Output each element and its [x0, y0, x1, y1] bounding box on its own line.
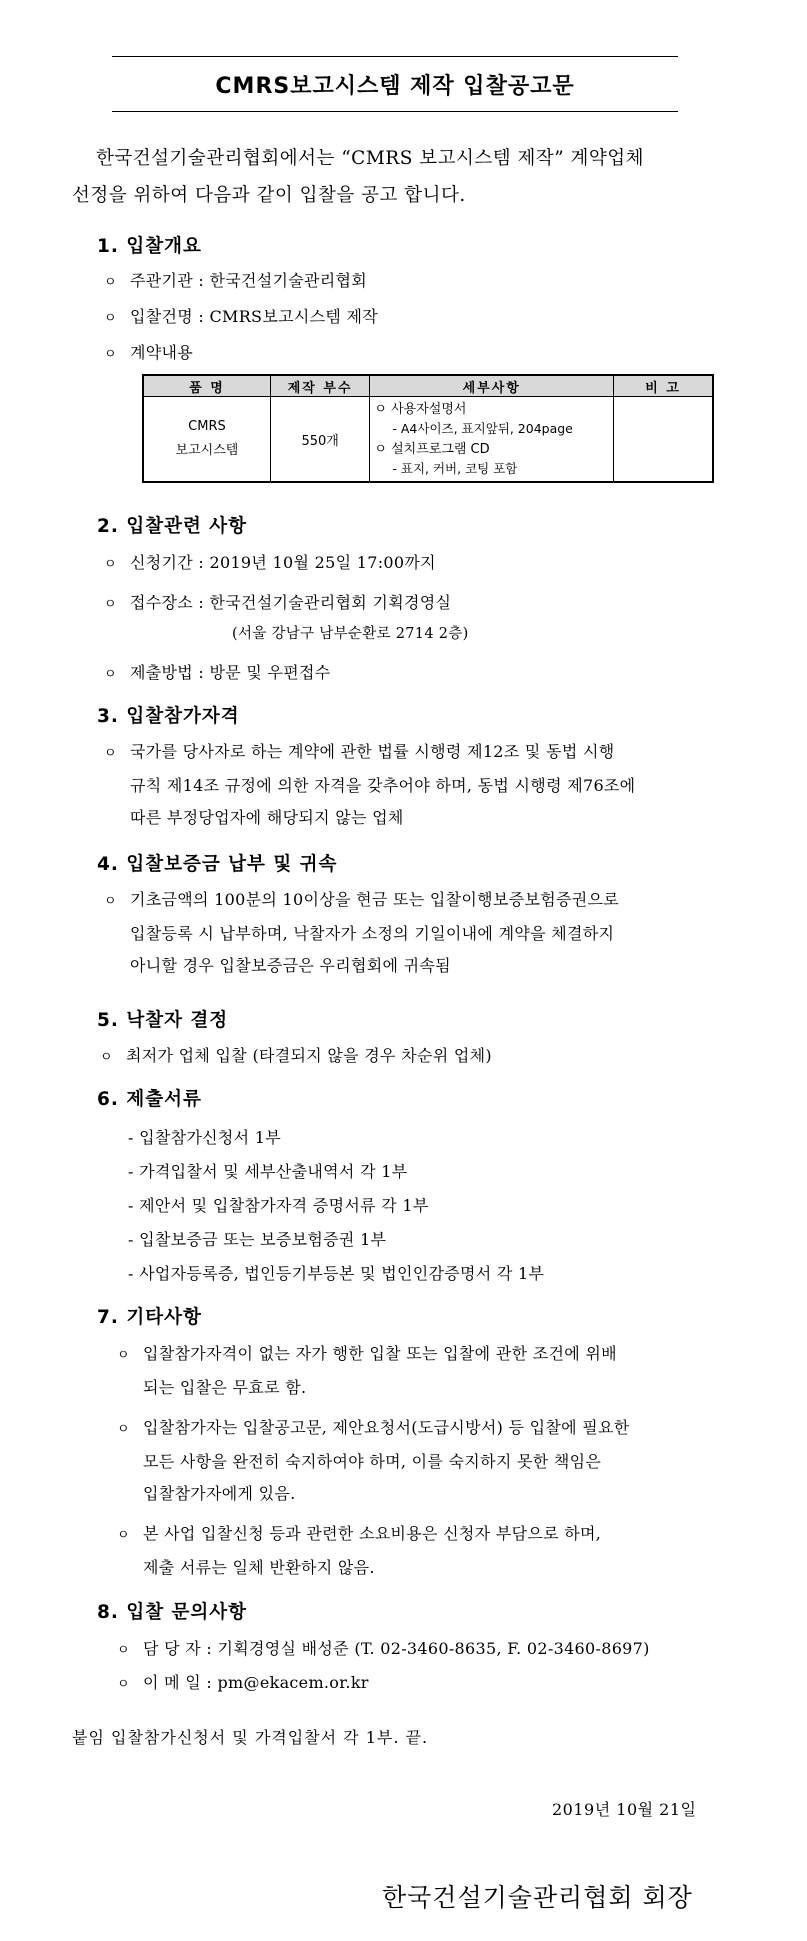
section-2-heading: 2. 입찰관련 사항	[97, 516, 248, 537]
s6-item-3: - 제안서 및 입찰참가자격 증명서류 각 1부	[128, 1196, 429, 1215]
contract-table	[142, 374, 714, 483]
document-date: 2019년 10월 21일	[552, 1800, 697, 1819]
cell-note	[614, 397, 713, 483]
header-detail: 세부사항	[370, 375, 614, 397]
bullet-icon: ㅇ	[100, 1050, 113, 1065]
attachment-note: 붙임 입찰참가신청서 및 가격입찰서 각 1부. 끝.	[72, 1728, 429, 1747]
s7-paragraph-1: ㅇ 입찰참가자격이 없는 자가 행한 입찰 또는 입찰에 관한 조건에 위배 되는 입찰은 무효로 함.	[117, 1338, 717, 1404]
s6-item-5: - 사업자등록증, 법인등기부등본 및 법인인감증명서 각 1부	[128, 1264, 545, 1283]
intro-paragraph	[72, 140, 722, 214]
s2-item-place: ㅇ 접수장소 : 한국건설기술관리협회 기획경영실	[104, 593, 452, 612]
section-8-heading: 8. 입찰 문의사항	[97, 1602, 248, 1623]
intro-line-1: 한국건설기술관리협회에서는 “CMRS 보고시스템 제작” 계약업체	[96, 148, 645, 169]
s4-paragraph: ㅇ 기초금액의 100분의 10이상을 현금 또는 입찰이행보증보험증권으로 입찰등록 시 납부하며, 낙찰자가 소정의 기일이내에 계약을 체결하지 아니할 경우 입찰보증금은 우리협회에 귀속됨	[104, 884, 724, 982]
s8-email: ㅇ 이 메 일 : pm@ekacem.or.kr	[117, 1673, 369, 1692]
s5-item: ㅇ 최저가 업체 입찰 (타결되지 않을 경우 차순위 업체)	[100, 1046, 492, 1065]
table-row	[143, 397, 713, 483]
s6-item-2: - 가격입찰서 및 세부산출내역서 각 1부	[128, 1162, 408, 1181]
bullet-icon: ㅇ	[104, 557, 117, 572]
s1-item-organizer: ㅇ 주관기관 : 한국건설기술관리협회	[104, 271, 368, 290]
s7-paragraph-3: ㅇ 본 사업 입찰신청 등과 관련한 소요비용은 신청자 부담으로 하며, 제출 서류는 일체 반환하지 않음.	[117, 1518, 717, 1584]
bullet-icon: ㅇ	[117, 1348, 130, 1363]
s6-item-4: - 입찰보증금 또는 보증보험증권 1부	[128, 1230, 387, 1249]
s2-item-period: ㅇ 신청기간 : 2019년 10월 25일 17:00까지	[104, 553, 436, 572]
cell-item-name: CMRS 보고시스템	[143, 397, 270, 483]
s7-paragraph-2: ㅇ 입찰참가자는 입찰공고문, 제안요청서(도급시방서) 등 입찰에 필요한 모든 사항을 완전히 숙지하여야 하며, 이를 숙지하지 못한 책임은 입찰참가자에게 있음.	[117, 1412, 717, 1510]
s3-paragraph: ㅇ 국가를 당사자로 하는 계약에 관한 법률 시행령 제12조 및 동법 시행 규칙 제14조 규정에 의한 자격을 갖추어야 하며, 동법 시행령 제76조에 따른 부정당업자에 해당되지 않는 업체	[104, 736, 724, 834]
bullet-icon: ㅇ	[104, 275, 117, 290]
bullet-icon: ㅇ	[104, 311, 117, 326]
header-count: 제작 부수	[270, 375, 370, 397]
bullet-icon: ㅇ	[117, 1528, 130, 1543]
s2-item-method: ㅇ 제출방법 : 방문 및 우편접수	[104, 663, 331, 682]
section-3-heading: 3. 입찰참가자격	[97, 706, 240, 727]
section-1-heading: 1. 입찰개요	[97, 236, 202, 257]
s8-contact: ㅇ 담 당 자 : 기획경영실 배성준 (T. 02-3460-8635, F. 02-3460-8697)	[117, 1639, 650, 1658]
bullet-icon: ㅇ	[104, 667, 117, 682]
bullet-icon: ㅇ	[104, 597, 117, 612]
intro-line-2: 선정을 위하여 다음과 같이 입찰을 공고 합니다.	[72, 185, 466, 206]
section-6-heading: 6. 제출서류	[97, 1089, 202, 1110]
bullet-icon: ㅇ	[104, 347, 117, 362]
table-header-row	[143, 375, 713, 397]
cell-count: 550개	[270, 397, 370, 483]
bullet-icon: ㅇ	[117, 1422, 130, 1437]
s6-item-1: - 입찰참가신청서 1부	[128, 1128, 282, 1147]
page-title: CMRS보고시스템 제작 입찰공고문	[215, 73, 575, 99]
bullet-icon: ㅇ	[104, 894, 117, 909]
bullet-icon: ㅇ	[104, 746, 117, 761]
s1-item-contract: ㅇ 계약내용	[104, 343, 194, 362]
bullet-icon: ㅇ	[117, 1643, 130, 1658]
section-7-heading: 7. 기타사항	[97, 1307, 202, 1328]
title-box	[112, 56, 678, 112]
cell-detail: ㅇ 사용자설명서 - A4사이즈, 표지앞뒤, 204page ㅇ 설치프로그램 CD - 표지, 커버, 코팅 포함	[370, 397, 614, 483]
header-note: 비 고	[614, 375, 713, 397]
signature-line: 한국건설기술관리협회 회장	[382, 1883, 693, 1912]
s2-address: (서울 강남구 남부순환로 2714 2층)	[232, 626, 469, 642]
header-item-name: 품 명	[143, 375, 270, 397]
section-5-heading: 5. 낙찰자 결정	[97, 1010, 229, 1031]
section-4-heading: 4. 입찰보증금 납부 및 귀속	[97, 854, 338, 875]
s1-item-name: ㅇ 입찰건명 : CMRS보고시스템 제작	[104, 307, 378, 326]
bullet-icon: ㅇ	[117, 1677, 130, 1692]
